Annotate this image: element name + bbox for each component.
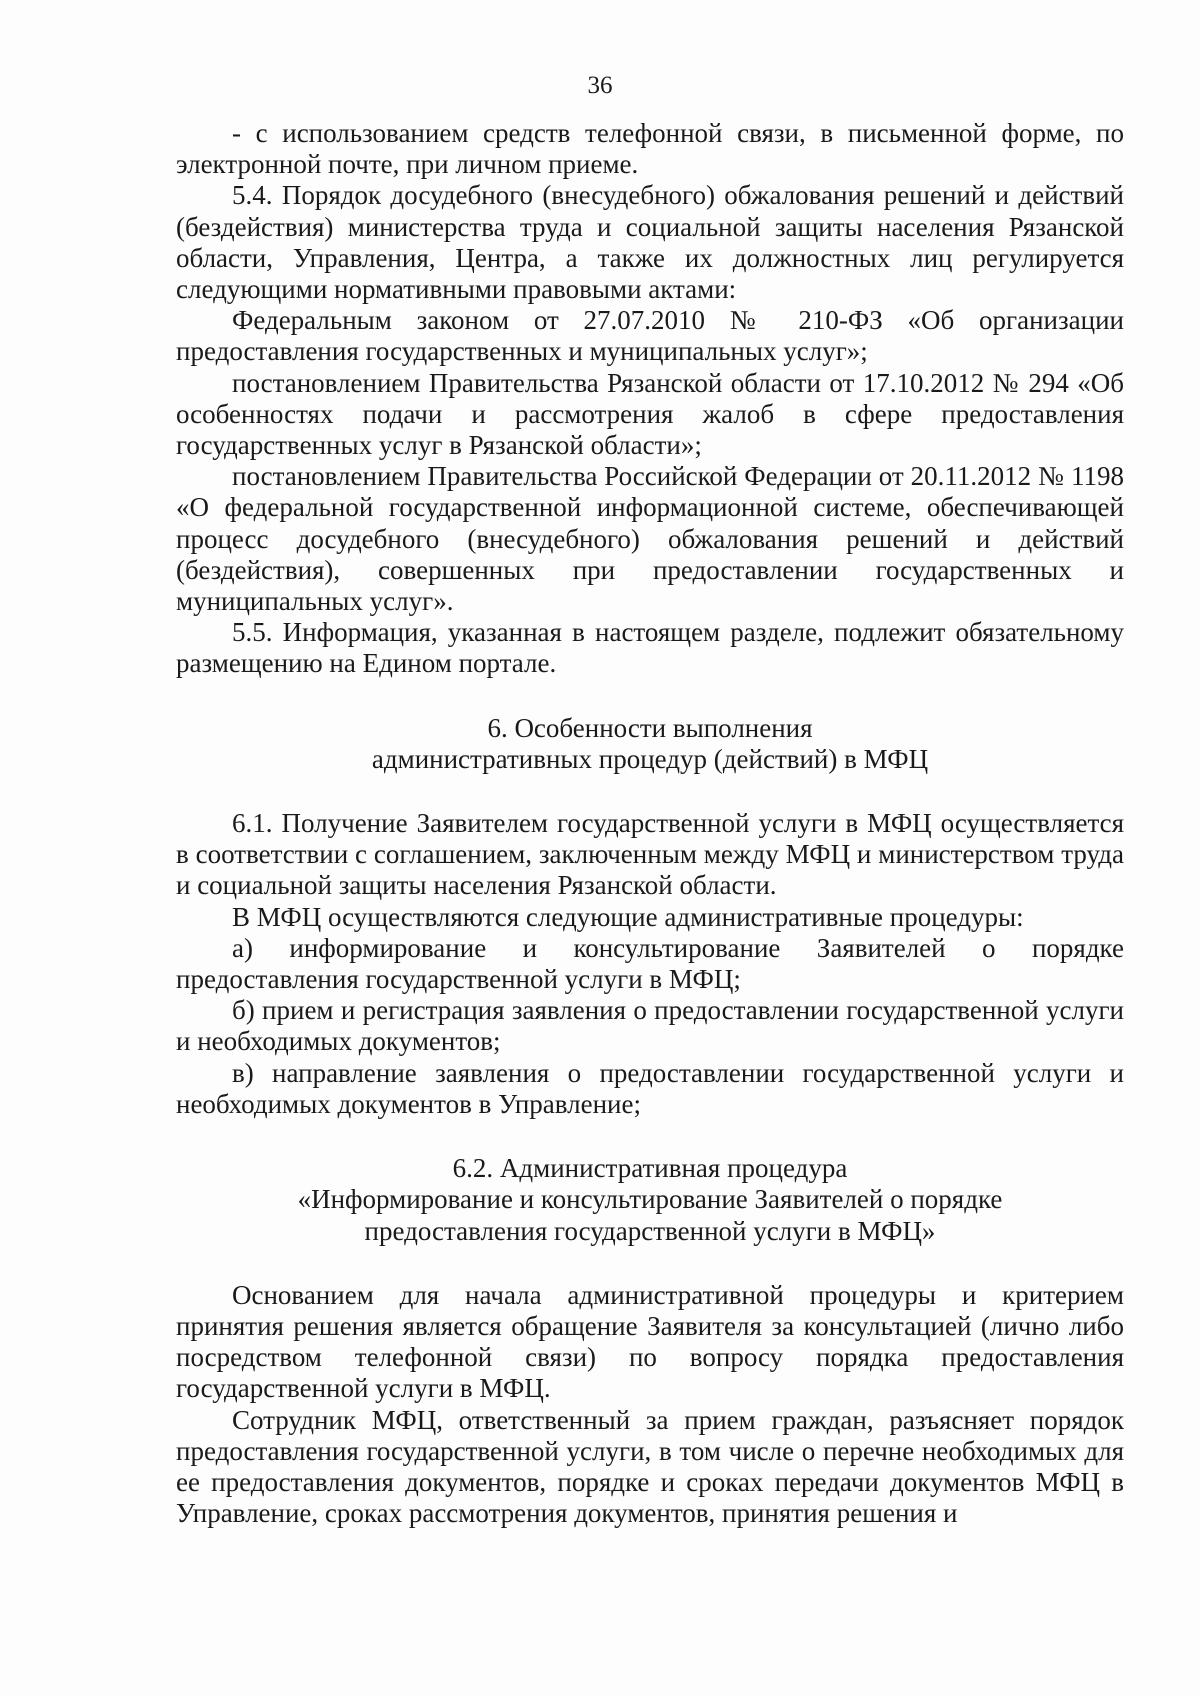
document-body xyxy=(176,118,1124,1529)
section-6-2-heading-line1: 6.2. Административная процедура xyxy=(452,1153,848,1184)
paragraph-employee: Сотрудник МФЦ, ответственный за прием граждан, разъясняет порядок предоставления государственной услуги, в том числе о перечне необходимых для ее предоставления документов, порядке и сроках передачи документов МФЦ в Управление, сроках рассмотрения документов, принятия решения и xyxy=(176,1404,1124,1529)
section-6-heading-line1: 6. Особенности выполнения xyxy=(487,712,813,743)
paragraph-5-4: 5.4. Порядок досудебного (внесудебного) обжалования решений и действий (бездействия) министерства труда и социальной защиты населения Рязанской области, Управления, Центра, а также их должностных лиц регулируется следующими нормативными правовыми актами: xyxy=(176,180,1124,305)
list-item-v: в) направление заявления о предоставлении государственной услуги и необходимых документов в Управление; xyxy=(176,1057,1124,1119)
page-number: 36 xyxy=(587,72,613,99)
section-6-2-heading-line2: «Информирование и консультирование Заявителей о порядке xyxy=(297,1184,1003,1215)
paragraph-basis: Основанием для начала административной процедуры и критерием принятия решения является обращение Заявителя за консультацией (лично либо посредством телефонной связи) по вопросу порядка предоставления государственной услуги в МФЦ. xyxy=(176,1279,1124,1404)
paragraph-mfc-procedures: В МФЦ осуществляются следующие административные процедуры: xyxy=(232,901,1024,932)
section-6-heading-line2: административных процедур (действий) в МФЦ xyxy=(371,743,929,774)
paragraph-6-1: 6.1. Получение Заявителем государственной услуги в МФЦ осуществляется в соответствии с соглашением, заключенным между МФЦ и министерством труда и социальной защиты населения Рязанской области. xyxy=(176,808,1124,901)
paragraph-ryazan-decree: постановлением Правительства Рязанской области от 17.10.2012 № 294 «Об особенностях подачи и рассмотрения жалоб в сфере предоставления государственных услуг в Рязанской области»; xyxy=(176,367,1124,461)
paragraph-federal-law: Федеральным законом от 27.07.2010 № 210-ФЗ «Об организации предоставления государственных и муниципальных услуг»; xyxy=(176,305,1124,367)
paragraph-5-5: 5.5. Информация, указанная в настоящем разделе, подлежит обязательному размещению на Едином портале. xyxy=(176,617,1124,679)
list-item-a: а) информирование и консультирование Заявителей о порядке предоставления государственной услуги в МФЦ; xyxy=(176,932,1124,995)
list-item-b: б) прием и регистрация заявления о предоставлении государственной услуги и необходимых документов; xyxy=(176,995,1124,1057)
paragraph-rf-decree: постановлением Правительства Российской Федерации от 20.11.2012 № 1198 «О федеральной государственной информационной системе, обеспечивающей процесс досудебного (внесудебного) обжалования решений и действий (бездействия), совершенных при предоставлении государственных и муниципальных услуг». xyxy=(176,461,1124,617)
section-6-2-heading-line3: предоставления государственной услуги в МФЦ» xyxy=(364,1215,936,1246)
paragraph-contact-methods: - с использованием средств телефонной связи, в письменной форме, по электронной почте, при личном приеме. xyxy=(176,118,1124,180)
